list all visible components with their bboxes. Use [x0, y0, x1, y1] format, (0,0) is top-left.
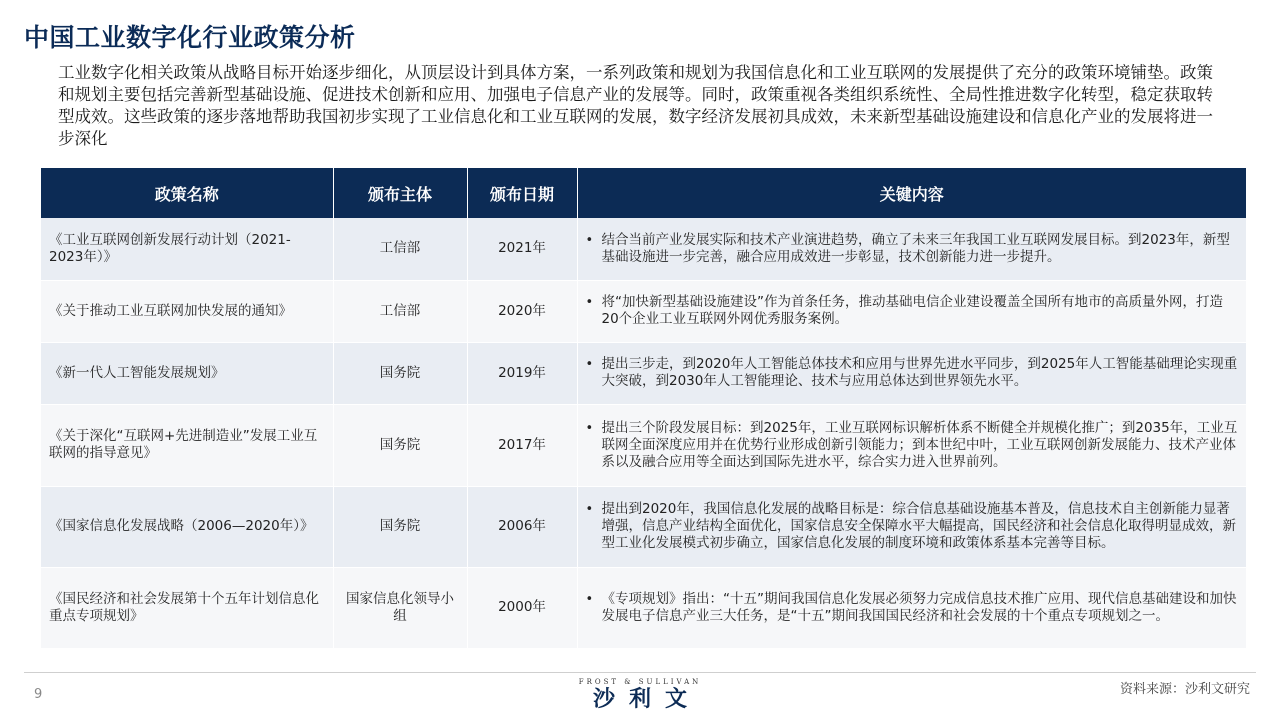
policy-content-cell — [577, 486, 1246, 567]
policy-content: 《专项规划》指出：“十五”期间我国信息化发展必须努力完成信息技术推广应用、现代信息基础建设和加快发展电子信息产业三大任务，是“十五”期间我国国民经济和社会发展的十个重点专项规划之一。 — [601, 590, 1237, 624]
policy-issuer: 国家信息化领导小组 — [333, 567, 467, 648]
policy-date: 2019年 — [467, 342, 577, 404]
bullet-icon: • — [585, 420, 594, 436]
policy-name: 《新一代人工智能发展规划》 — [41, 342, 333, 404]
bullet-icon: • — [585, 591, 594, 607]
intro-paragraph: 工业数字化相关政策从战略目标开始逐步细化，从顶层设计到具体方案，一系列政策和规划为我国信息化和工业互联网的发展提供了充分的政策环境铺垫。政策和规划主要包括完善新型基础设施、促进技术创新和应用、加强电子信息产业的发展等。同时，政策重视各类组织系统性、全局性推进数字化转型，稳定获取转型成效。这些政策的逐步落地帮助我国初步实现了工业信息化和工业互联网的发展，数字经济发展初具成效，未来新型基础设施建设和信息化产业的发展将进一步深化 — [58, 63, 1213, 148]
policy-date: 2020年 — [467, 280, 577, 342]
policy-content: 提出到2020年，我国信息化发展的战略目标是：综合信息基础设施基本普及，信息技术自主创新能力显著增强，信息产业结构全面优化，国家信息安全保障水平大幅提高，国民经济和社会信息化取得明显成效，新型工业化发展模式初步确立，国家信息化发展的制度环境和政策体系基本完善等目标。 — [601, 501, 1236, 551]
header-issuer: 颁布主体 — [333, 168, 467, 218]
footer-divider — [24, 672, 1256, 673]
page-number: 9 — [34, 687, 43, 702]
policy-date: 2006年 — [467, 486, 577, 567]
table-row — [41, 280, 1246, 342]
table-header-row — [41, 168, 1246, 218]
bullet-icon: • — [585, 295, 594, 310]
policy-content-cell — [577, 404, 1246, 486]
policy-content-cell — [577, 280, 1246, 342]
header-key-content: 关键内容 — [577, 168, 1246, 218]
policy-name: 《关于深化“互联网+先进制造业”发展工业互联网的指导意见》 — [41, 404, 333, 486]
policy-content: 结合当前产业发展实际和技术产业演进趋势，确立了未来三年我国工业互联网发展目标。到2023年，新型基础设施进一步完善，融合应用成效进一步彰显，技术创新能力进一步提升。 — [601, 231, 1230, 265]
header-date: 颁布日期 — [467, 168, 577, 218]
policy-issuer: 国务院 — [333, 342, 467, 404]
policy-issuer: 国务院 — [333, 404, 467, 486]
policy-name: 《国民经济和社会发展第十个五年计划信息化重点专项规划》 — [41, 567, 333, 648]
policy-date: 2021年 — [467, 218, 577, 280]
table-row — [41, 567, 1246, 648]
policy-name: 《关于推动工业互联网加快发展的通知》 — [41, 280, 333, 342]
policy-issuer: 工信部 — [333, 280, 467, 342]
bullet-icon: • — [585, 502, 594, 517]
source-note: 资料来源：沙利文研究 — [1119, 682, 1250, 697]
page-title: 中国工业数字化行业政策分析 — [24, 23, 356, 52]
policy-content-cell — [577, 342, 1246, 404]
policy-content-cell — [577, 218, 1246, 280]
policy-content: 提出三步走，到2020年人工智能总体技术和应用与世界先进水平同步，到2025年人工智能基础理论实现重大突破，到2030年人工智能理论、技术与应用总体达到世界领先水平。 — [601, 356, 1238, 389]
table-row — [41, 404, 1246, 486]
policy-content: 将“加快新型基础设施建设”作为首条任务，推动基础电信企业建设覆盖全国所有地市的高质量外网，打造20个企业工业互联网外网优秀服务案例。 — [601, 294, 1223, 327]
policy-table — [41, 168, 1246, 649]
logo-chinese-text: 沙利文 — [592, 687, 701, 712]
policy-date: 2000年 — [467, 567, 577, 648]
policy-date: 2017年 — [467, 404, 577, 486]
frost-sullivan-logo — [560, 678, 720, 714]
policy-name: 《国家信息化发展战略（2006—2020年）》 — [41, 486, 333, 567]
header-policy-name: 政策名称 — [41, 168, 333, 218]
table-row — [41, 342, 1246, 404]
bullet-icon: • — [585, 232, 594, 248]
logo-english-text: FROST & SULLIVAN — [578, 678, 702, 686]
policy-name: 《工业互联网创新发展行动计划（2021-2023年）》 — [41, 218, 333, 280]
policy-content: 提出三个阶段发展目标：到2025年，工业互联网标识解析体系不断健全并规模化推广；到2035年，工业互联网全面深度应用并在优势行业形成创新引领能力；到本世纪中叶，工业互联网创新发展能力、技术产业体系以及融合应用等全面达到国际先进水平，综合实力进入世界前列。 — [601, 419, 1238, 470]
policy-issuer: 国务院 — [333, 486, 467, 567]
table-row — [41, 486, 1246, 567]
table-row — [41, 218, 1246, 280]
bullet-icon: • — [585, 357, 594, 372]
policy-content-cell — [577, 567, 1246, 648]
policy-issuer: 工信部 — [333, 218, 467, 280]
